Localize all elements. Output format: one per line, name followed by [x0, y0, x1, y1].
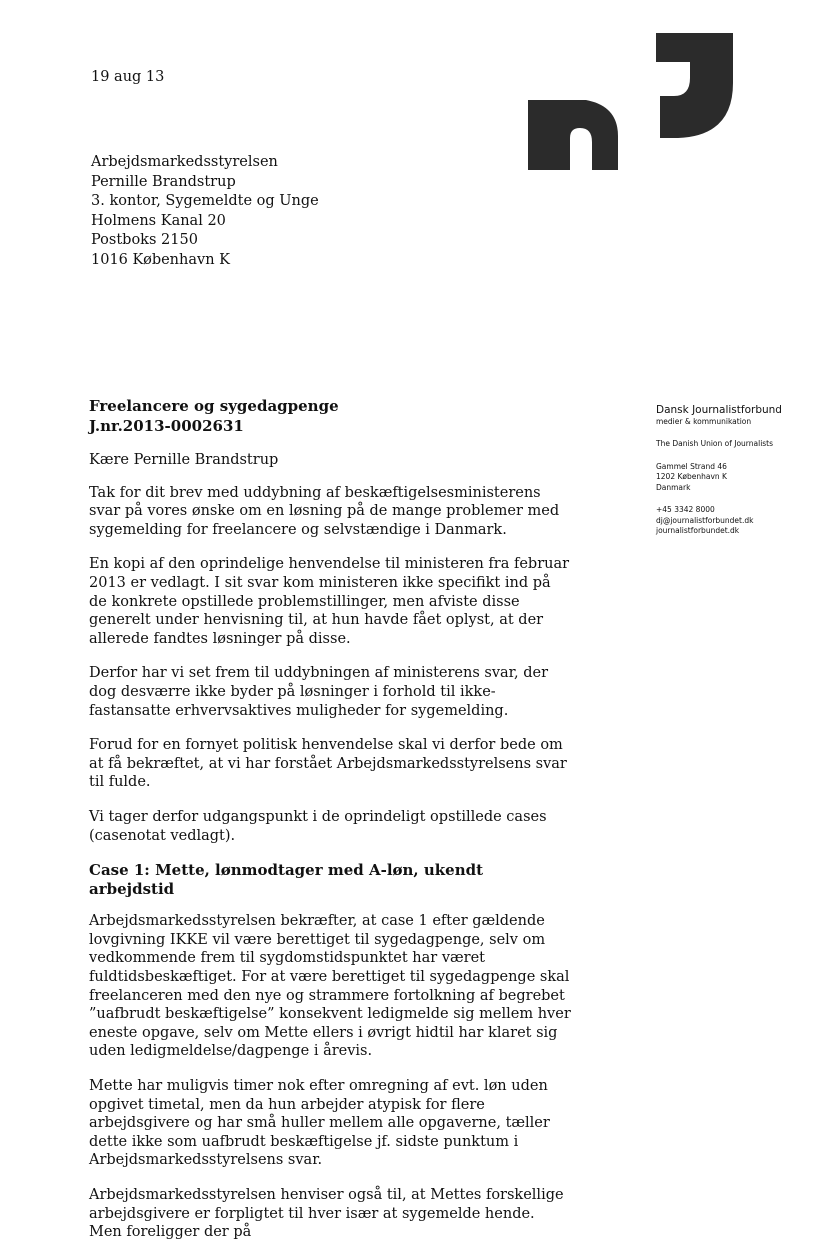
body-paragraph: Tak for dit brev med uddybning af beskæftigelsesministerens svar på vores ønske om en løsning på de mange problemer med sygemelding for freelancere og selvstændige i Danmark.: [89, 484, 560, 538]
sender-email: dj@journalistforbundet.dk: [656, 515, 754, 525]
sender-website: journalistforbundet.dk: [656, 526, 740, 535]
letter-body: [89, 397, 571, 1258]
sender-phone: +45 3342 8000: [656, 505, 715, 514]
address-line: Holmens Kanal 20: [91, 212, 226, 229]
body-paragraph: Derfor har vi set frem til uddybningen af ministerens svar, der dog desværre ikke byder på løsninger i forhold til ikke-fastansatte erhvervsaktives muligheder for sygemelding.: [89, 665, 549, 719]
sender-tagline: medier & kommunikation: [656, 417, 752, 426]
body-paragraph: En kopi af den oprindelige henvendelse til ministeren fra februar 2013 er vedlagt. I sit svar kom ministeren ikke specifikt ind på de konkrete opstillede problemstillinger, men afviste disse generelt under henvisning til, at hun havde fået oplyst, at der allerede fandtes løsninger på disse.: [89, 556, 570, 647]
address-line: Pernille Brandstrup: [91, 173, 236, 190]
subject-reference: J.nr.2013-0002631: [89, 416, 244, 435]
salutation: Kære Pernille Brandstrup: [89, 452, 279, 468]
body-paragraph: Vi tager derfor udgangspunkt i de oprindeligt opstillede cases (casenotat vedlagt).: [89, 808, 547, 844]
address-line: 3. kontor, Sygemeldte og Unge: [91, 193, 319, 209]
case-paragraph: Arbejdsmarkedsstyrelsen henviser også til, at Mettes forskellige arbejdsgivere er forpligtet til hver især at sygemelde hende. Men foreligger der på: [89, 1187, 564, 1241]
subject-title: Freelancere og sygedagpenge: [89, 397, 339, 415]
sender-city: 1202 København K: [656, 472, 727, 481]
sender-english-name: The Danish Union of Journalists: [656, 439, 774, 448]
address-line: 1016 København K: [91, 251, 230, 268]
sender-info: [656, 404, 816, 537]
case-paragraph: Arbejdsmarkedsstyrelsen bekræfter, at case 1 efter gældende lovgivning IKKE vil være berettiget til sygedagpenge, selv om vedkommende frem til sygdomstidspunktet har været fuldtidsbeskæftiget. For at være berettiget til sygedagpenge skal freelanceren med den nye og strammere fortolkning af begrebet ”uafbrudt beskæftigelse” konsekvent ledigmelde sig mellem hver eneste opgave, selv om Mette ellers i øvrigt hidtil har klaret sig uden ledigmeldelse/dagpenge i årevis.: [89, 913, 571, 1060]
recipient-address: [91, 153, 319, 270]
address-line: Postboks 2150: [91, 232, 198, 248]
dj-logo: [528, 28, 734, 174]
case-paragraph: Mette har muligvis timer nok efter omregning af evt. løn uden opgivet timetal, men da hun arbejder atypisk for flere arbejdsgivere og har små huller mellem alle opgaverne, tæller dette ikke som uafbrudt beskæftigelse jf. sidste punktum i Arbejdsmarkedsstyrelsens svar.: [89, 1078, 550, 1169]
sender-country: Danmark: [656, 482, 691, 492]
body-paragraph: Forud for en fornyet politisk henvendelse skal vi derfor bede om at få bekræftet, at vi har forstået Arbejdsmarkedsstyrelsens svar til fulde.: [89, 737, 567, 791]
letter-date: 19 aug 13: [91, 69, 165, 85]
case-1-heading: Case 1: Mette, lønmodtager med A-løn, ukendt arbejdstid: [89, 861, 484, 898]
sender-org: Dansk Journalistforbund: [656, 404, 782, 416]
sender-street: Gammel Strand 46: [656, 461, 727, 471]
address-line: Arbejdsmarkedsstyrelsen: [91, 154, 278, 170]
